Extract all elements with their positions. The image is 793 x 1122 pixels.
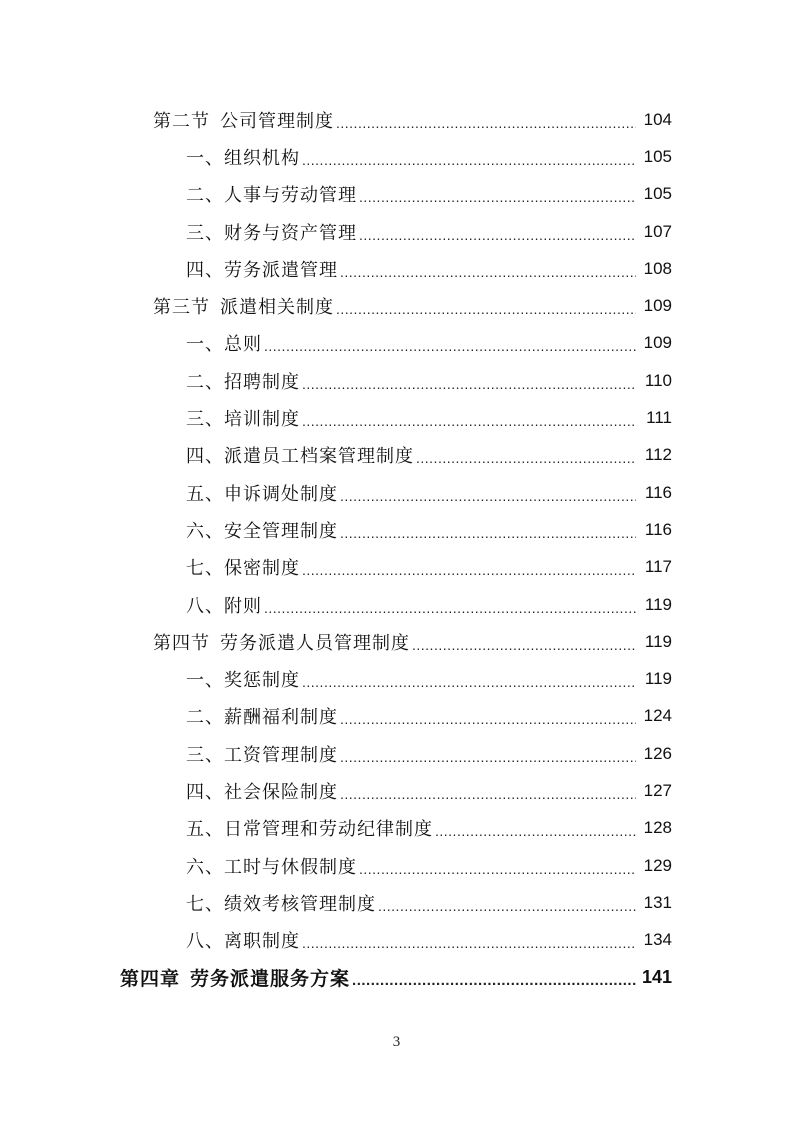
toc-page-number: 126 — [643, 743, 672, 763]
toc-entry-number: 八、 — [186, 595, 224, 617]
toc-leader-dots — [340, 488, 636, 504]
toc-entry-text: 劳务派遣管理 — [224, 259, 338, 281]
toc-entry-number: 第四章 — [120, 967, 181, 990]
toc-page-number: 134 — [643, 930, 672, 950]
toc-page-number: 116 — [644, 519, 672, 539]
toc-page-number: 108 — [643, 258, 672, 278]
toc-entry-title — [186, 442, 414, 468]
toc-page-number: 107 — [643, 221, 672, 241]
toc-entry-number: 八、 — [186, 931, 224, 953]
toc-page-number: 104 — [643, 109, 672, 129]
toc-page-number: 109 — [643, 333, 672, 353]
toc-entry[interactable] — [0, 176, 793, 213]
toc-leader-dots — [435, 823, 636, 839]
toc-entry-title — [153, 629, 410, 655]
toc-entry[interactable] — [0, 698, 793, 735]
toc-entry[interactable] — [0, 623, 793, 660]
toc-leader-dots — [340, 525, 636, 541]
toc-entry-text: 劳务派遣人员管理制度 — [220, 632, 410, 654]
toc-entry-text: 组织机构 — [224, 147, 300, 169]
page-footer-number: 3 — [392, 1034, 401, 1050]
toc-entry-title — [153, 107, 334, 133]
toc-entry[interactable] — [0, 549, 793, 586]
toc-leader-dots — [340, 786, 636, 802]
toc-entry-text: 奖惩制度 — [224, 670, 300, 692]
toc-leader-dots — [340, 711, 636, 727]
toc-entry-title — [186, 778, 338, 804]
toc-entry-text: 招聘制度 — [224, 371, 300, 393]
toc-leader-dots — [336, 301, 636, 317]
toc-leader-dots — [352, 972, 636, 989]
toc-entry[interactable] — [0, 474, 793, 511]
toc-entry-number: 二、 — [186, 371, 224, 393]
toc-leader-dots — [359, 861, 636, 877]
toc-entry-number: 一、 — [186, 670, 224, 692]
toc-page-number: 141 — [641, 966, 672, 987]
toc-entry[interactable] — [0, 922, 793, 959]
toc-entry-number: 七、 — [186, 893, 224, 915]
toc-entry-title — [186, 219, 357, 245]
toc-entry-number: 三、 — [186, 409, 224, 431]
toc-entry[interactable] — [0, 287, 793, 324]
toc-entry-title — [186, 741, 338, 767]
toc-page-number: 112 — [644, 445, 672, 465]
toc-entry-text: 培训制度 — [224, 409, 300, 431]
toc-entry-title — [153, 293, 334, 319]
toc-leader-dots — [340, 749, 636, 765]
toc-entry[interactable] — [0, 586, 793, 623]
toc-leader-dots — [340, 264, 636, 280]
toc-page-number: 119 — [644, 631, 672, 651]
toc-entry-title — [186, 853, 357, 879]
toc-leader-dots — [264, 338, 636, 354]
toc-page-number: 124 — [643, 706, 672, 726]
toc-entry-text: 日常管理和劳动纪律制度 — [224, 819, 433, 841]
toc-entry-number: 七、 — [186, 558, 224, 580]
toc-entry-text: 财务与资产管理 — [224, 222, 357, 244]
toc-entry[interactable] — [0, 101, 793, 138]
toc-entry-title — [120, 964, 350, 991]
toc-leader-dots — [359, 189, 636, 205]
toc-entry-number: 三、 — [186, 222, 224, 244]
toc-entry-text: 工资管理制度 — [224, 744, 338, 766]
toc-page-number: 105 — [643, 184, 672, 204]
toc-entry-text: 劳务派遣服务方案 — [190, 967, 351, 990]
toc-page-number: 128 — [643, 818, 672, 838]
toc-entry[interactable] — [0, 847, 793, 884]
toc-page-number: 105 — [643, 146, 672, 166]
toc-entry-number: 一、 — [186, 147, 224, 169]
toc-entry-chapter[interactable] — [0, 959, 793, 996]
toc-entry[interactable] — [0, 362, 793, 399]
toc-entry-number: 二、 — [186, 707, 224, 729]
toc-entry-title — [186, 256, 338, 282]
toc-entry-title — [186, 144, 300, 170]
toc-entry-number: 四、 — [186, 781, 224, 803]
toc-page-number: 117 — [644, 557, 672, 577]
toc-leader-dots — [302, 935, 636, 951]
toc-entry-text: 安全管理制度 — [224, 520, 338, 542]
toc-entry-number: 六、 — [186, 856, 224, 878]
toc-entry-title — [186, 815, 433, 841]
toc-entry-title — [186, 554, 300, 580]
toc-page-number: 129 — [643, 855, 672, 875]
toc-entry-title — [186, 480, 338, 506]
toc-entry-text: 离职制度 — [224, 931, 300, 953]
toc-leader-dots — [359, 227, 636, 243]
toc-entry-text: 社会保险制度 — [224, 781, 338, 803]
toc-leader-dots — [302, 413, 636, 429]
toc-leader-dots — [302, 562, 636, 578]
table-of-contents — [0, 101, 793, 996]
toc-entry-number: 一、 — [186, 334, 224, 356]
toc-entry[interactable] — [0, 250, 793, 287]
toc-entry-title — [186, 703, 338, 729]
toc-entry-number: 二、 — [186, 185, 224, 207]
toc-entry-text: 人事与劳动管理 — [224, 185, 357, 207]
toc-entry-title — [186, 890, 376, 916]
toc-entry-text: 公司管理制度 — [220, 110, 334, 132]
toc-entry[interactable] — [0, 772, 793, 809]
toc-entry-number: 三、 — [186, 744, 224, 766]
toc-entry-title — [186, 405, 300, 431]
toc-entry-title — [186, 927, 300, 953]
toc-entry-number: 四、 — [186, 446, 224, 468]
toc-entry[interactable] — [0, 399, 793, 436]
toc-page-number: 109 — [643, 296, 672, 316]
toc-page-number: 119 — [644, 669, 672, 689]
toc-entry-title — [186, 666, 300, 692]
toc-entry-number: 六、 — [186, 520, 224, 542]
toc-leader-dots — [264, 600, 636, 616]
toc-entry-text: 总则 — [224, 334, 262, 356]
toc-entry-title — [186, 592, 262, 618]
toc-entry[interactable] — [0, 325, 793, 362]
toc-leader-dots — [302, 674, 636, 690]
toc-entry[interactable] — [0, 810, 793, 847]
toc-page-number: 119 — [644, 594, 672, 614]
toc-entry-title — [186, 368, 300, 394]
toc-leader-dots — [412, 637, 636, 653]
toc-page-number: 111 — [646, 408, 672, 428]
toc-entry-text: 附则 — [224, 595, 262, 617]
toc-entry-text: 薪酬福利制度 — [224, 707, 338, 729]
toc-entry-text: 保密制度 — [224, 558, 300, 580]
toc-entry[interactable] — [0, 213, 793, 250]
toc-leader-dots — [336, 115, 636, 131]
toc-entry-number: 四、 — [186, 259, 224, 281]
toc-entry-number: 五、 — [186, 483, 224, 505]
toc-entry-number: 第二节 — [153, 110, 210, 132]
toc-page-number: 131 — [643, 892, 672, 912]
toc-entry[interactable] — [0, 437, 793, 474]
toc-page-number: 116 — [644, 482, 672, 502]
toc-entry-title — [186, 181, 357, 207]
toc-leader-dots — [378, 898, 636, 914]
toc-entry-number: 五、 — [186, 819, 224, 841]
toc-page-number: 110 — [644, 370, 672, 390]
toc-entry[interactable] — [0, 735, 793, 772]
toc-entry-number: 第三节 — [153, 297, 210, 319]
toc-leader-dots — [302, 152, 636, 168]
toc-entry[interactable] — [0, 884, 793, 921]
toc-entry-number: 第四节 — [153, 632, 210, 654]
toc-entry-title — [186, 330, 262, 356]
toc-entry[interactable] — [0, 138, 793, 175]
toc-entry-text: 派遣相关制度 — [220, 297, 334, 319]
toc-page-number: 127 — [643, 780, 672, 800]
toc-entry-title — [186, 517, 338, 543]
toc-entry[interactable] — [0, 660, 793, 697]
toc-entry-text: 绩效考核管理制度 — [224, 893, 376, 915]
toc-entry-text: 派遣员工档案管理制度 — [224, 446, 414, 468]
toc-entry-text: 工时与休假制度 — [224, 856, 357, 878]
toc-leader-dots — [416, 450, 636, 466]
toc-entry[interactable] — [0, 511, 793, 548]
toc-leader-dots — [302, 376, 636, 392]
toc-entry-text: 申诉调处制度 — [224, 483, 338, 505]
